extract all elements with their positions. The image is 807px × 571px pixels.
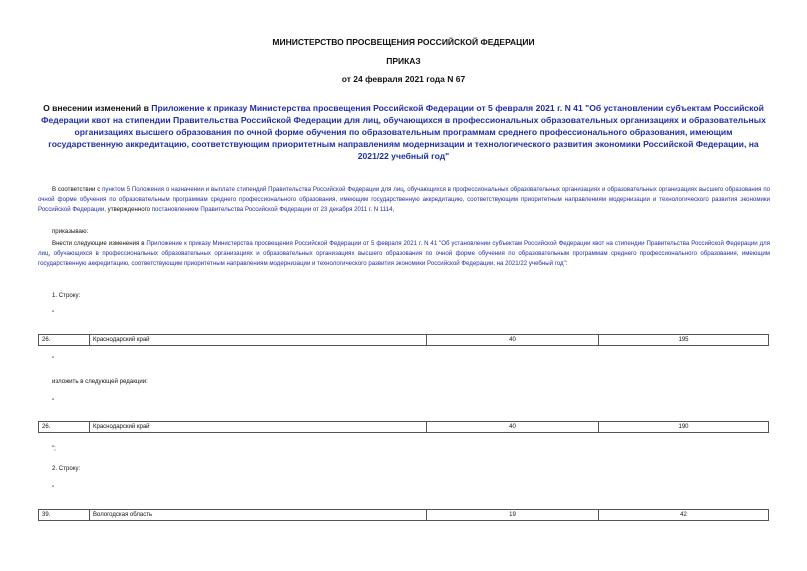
- table-row: [38, 421, 769, 433]
- row-region: Вологодская область: [90, 510, 427, 521]
- preamble-text-2: , утвержденного: [104, 206, 152, 213]
- intro-text-2: :: [565, 260, 568, 267]
- preamble-text-3: ,: [392, 206, 395, 213]
- doc-type-heading: ПРИКАЗ: [386, 56, 421, 66]
- preamble-link-1[interactable]: пунктом 5 Положения о назначении и выплате стипендий Правительства Российской Федерации для лиц, обучающихся в профессиональных образовательных организациях и образовательных организациях высшего образования по очной форме обучения по образовательным программам среднего профессионального образования, имеющим государственную аккредитацию, соответствующим приоритетным направлениям модернизации и технологического развития экономики Российской Федерации: [38, 186, 771, 213]
- row-region: Краснодарский край: [90, 422, 427, 433]
- preamble-link-2[interactable]: постановлением Правительства Российской Федерации от 23 декабря 2011 г. N 1114: [151, 206, 393, 213]
- row-region: Краснодарский край: [90, 335, 427, 346]
- row-quota-a: 40: [427, 422, 599, 433]
- intro-paragraph: [38, 239, 770, 269]
- row-quota-a: 19: [427, 510, 599, 521]
- row-number: 39.: [39, 510, 90, 521]
- quote-open-3: ": [52, 485, 55, 492]
- document-title: [36, 102, 771, 162]
- date-number: от 24 февраля 2021 года N 67: [341, 74, 466, 84]
- row-number: 26.: [39, 335, 90, 346]
- table-row: [38, 334, 769, 346]
- item-2-label: 2. Строку:: [52, 465, 81, 472]
- title-prefix: О внесении изменений в: [43, 103, 152, 113]
- restate-label: изложить в следующей редакции:: [52, 378, 148, 385]
- ministry-heading: МИНИСТЕРСТВО ПРОСВЕЩЕНИЯ РОССИЙСКОЙ ФЕДЕРАЦИИ: [272, 37, 535, 47]
- item-1-label: 1. Строку:: [52, 292, 81, 299]
- quote-open-1: ": [52, 310, 55, 317]
- row-quota-b: 195: [599, 335, 769, 346]
- row-quota-b: 190: [599, 422, 769, 433]
- row-quota-a: 40: [427, 335, 599, 346]
- intro-link[interactable]: Приложение к приказу Министерства просвещения Российской Федерации от 5 февраля 2021 г. N 41 "Об установлении субъектам Российской Федерации квот на стипендии Правительства Российской Федерации для лиц, обучающихся в профессиональных образовательных организациях и образовательных организациях высшего образования по очной форме обучения по образовательным программам среднего профессионального образования, имеющим государственную аккредитацию, соответствующим приоритетным направлениям модернизации и технологического развития экономики Российской Федерации, на 2021/22 учебный год": [38, 240, 771, 267]
- quote-open-2: ": [52, 398, 55, 405]
- quote-close-1: ": [52, 356, 55, 363]
- preamble-text-1: В соответствии с: [52, 186, 103, 193]
- intro-text-1: Внести следующие изменения в: [52, 240, 147, 247]
- preamble-paragraph: [38, 185, 770, 215]
- row-quota-b: 42: [599, 510, 769, 521]
- order-word: приказываю:: [52, 228, 89, 235]
- row-number: 26.: [39, 422, 90, 433]
- title-link[interactable]: Приложение к приказу Министерства просвещения Российской Федерации от 5 февраля 2021 г. N 41 "Об установлении субъектам Российской Федерации квот на стипендии Правительства Российской Федерации для лиц, обучающихся в профессиональных образовательных организациях и образовательных организациях высшего образования по очной форме обучения по образовательным программам среднего профессионального образования, имеющим государственную аккредитацию, соответствующим приоритетным направлениям модернизации и технологического развития экономики Российской Федерации, на 2021/22 учебный год": [41, 103, 766, 161]
- quote-close-semicolon: ";: [52, 445, 56, 452]
- table-row: [38, 509, 769, 521]
